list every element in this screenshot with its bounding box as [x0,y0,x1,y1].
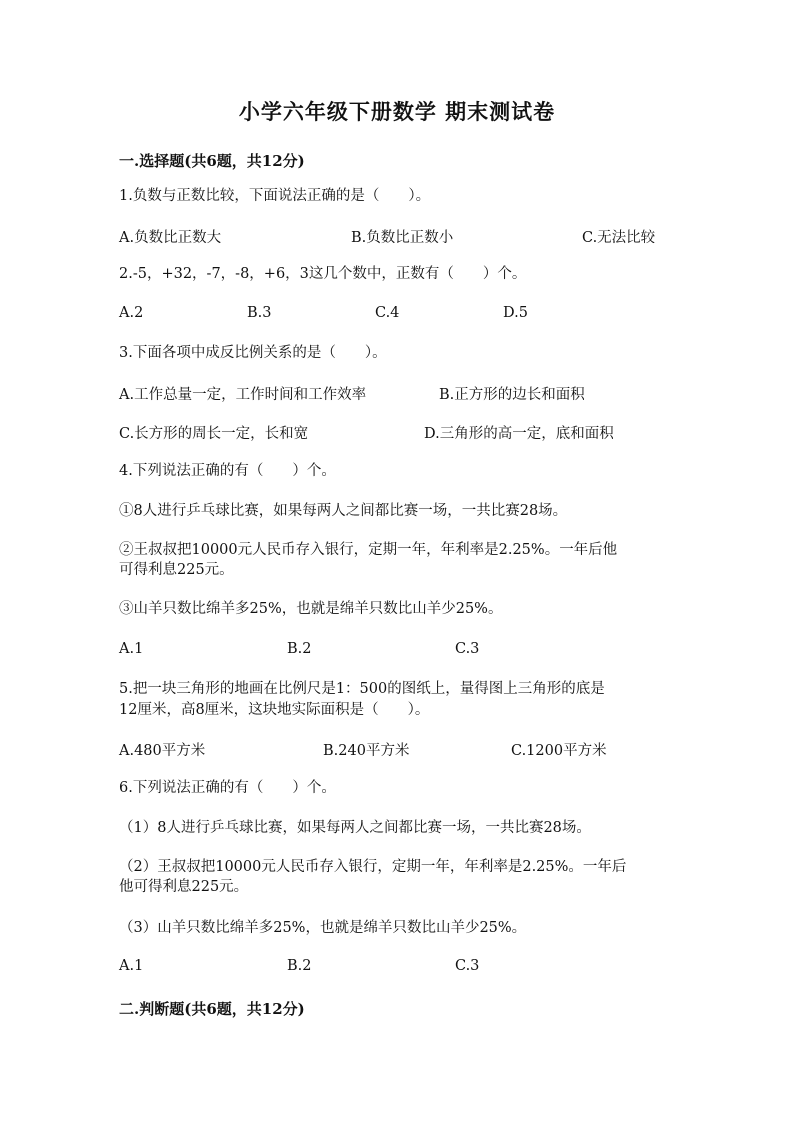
question-6-statement-1: （1）8人进行乒乓球比赛，如果每两人之间都比赛一场，一共比赛28场。 [119,820,591,836]
question-5-stem-line-1: 5.把一块三角形的地画在比例尺是1：500的图纸上，量得图上三角形的底是 [119,681,605,697]
question-5-stem-line-2: 12厘米，高8厘米，这块地实际面积是（ ）。 [119,702,430,718]
question-3-option-a: A.工作总量一定，工作时间和工作效率 [119,387,367,403]
question-6-statement-2-line-2: 他可得利息225元。 [119,879,249,895]
question-5-option-c: C.1200平方米 [511,743,607,759]
question-6-option-b: B.2 [287,958,312,974]
question-1-option-b: B.负数比正数小 [351,230,454,246]
question-6-option-a: A.1 [119,958,144,974]
question-4-statement-2-line-1: ②王叔叔把10000元人民币存入银行，定期一年，年利率是2.25%。一年后他 [119,542,618,558]
section-heading-judgement: 二.判断题(共6题，共12分) [119,1000,305,1018]
question-6-statement-2-line-1: （2）王叔叔把10000元人民币存入银行，定期一年，年利率是2.25%。一年后 [119,859,627,875]
question-2-option-b: B.3 [247,305,272,321]
question-4-option-c: C.3 [455,641,480,657]
question-4-statement-2-line-2: 可得利息225元。 [119,562,234,578]
question-2-option-a: A.2 [119,305,144,321]
question-5-option-a: A.480平方米 [119,743,206,759]
question-4-stem: 4.下列说法正确的有（ ）个。 [119,463,336,479]
question-3-option-c: C.长方形的周长一定，长和宽 [119,426,309,442]
question-4-option-a: A.1 [119,641,144,657]
question-4-option-b: B.2 [287,641,312,657]
question-5-option-b: B.240平方米 [323,743,410,759]
question-3-stem: 3.下面各项中成反比例关系的是（ ）。 [119,345,387,361]
question-1-option-c: C.无法比较 [582,230,656,246]
question-4-statement-3: ③山羊只数比绵羊多25%，也就是绵羊只数比山羊少25%。 [119,601,503,617]
question-2-option-d: D.5 [503,305,528,321]
question-1-option-a: A.负数比正数大 [119,230,222,246]
question-3-option-b: B.正方形的边长和面积 [439,387,585,403]
section-heading-choice: 一.选择题(共6题，共12分) [119,152,305,170]
page-title: 小学六年级下册数学 期末测试卷 [238,99,556,124]
question-6-stem: 6.下列说法正确的有（ ）个。 [119,780,336,796]
question-1-stem: 1.负数与正数比较，下面说法正确的是（ ）。 [119,188,431,204]
question-2-option-c: C.4 [375,305,400,321]
question-6-statement-3: （3）山羊只数比绵羊多25%，也就是绵羊只数比山羊少25%。 [119,920,527,936]
question-2-stem: 2.-5，+32，-7，-8，+6，3这几个数中，正数有（ ）个。 [119,266,527,282]
question-6-option-c: C.3 [455,958,480,974]
question-4-statement-1: ①8人进行乒乓球比赛，如果每两人之间都比赛一场，一共比赛28场。 [119,503,568,519]
question-3-option-d: D.三角形的高一定，底和面积 [424,426,614,442]
